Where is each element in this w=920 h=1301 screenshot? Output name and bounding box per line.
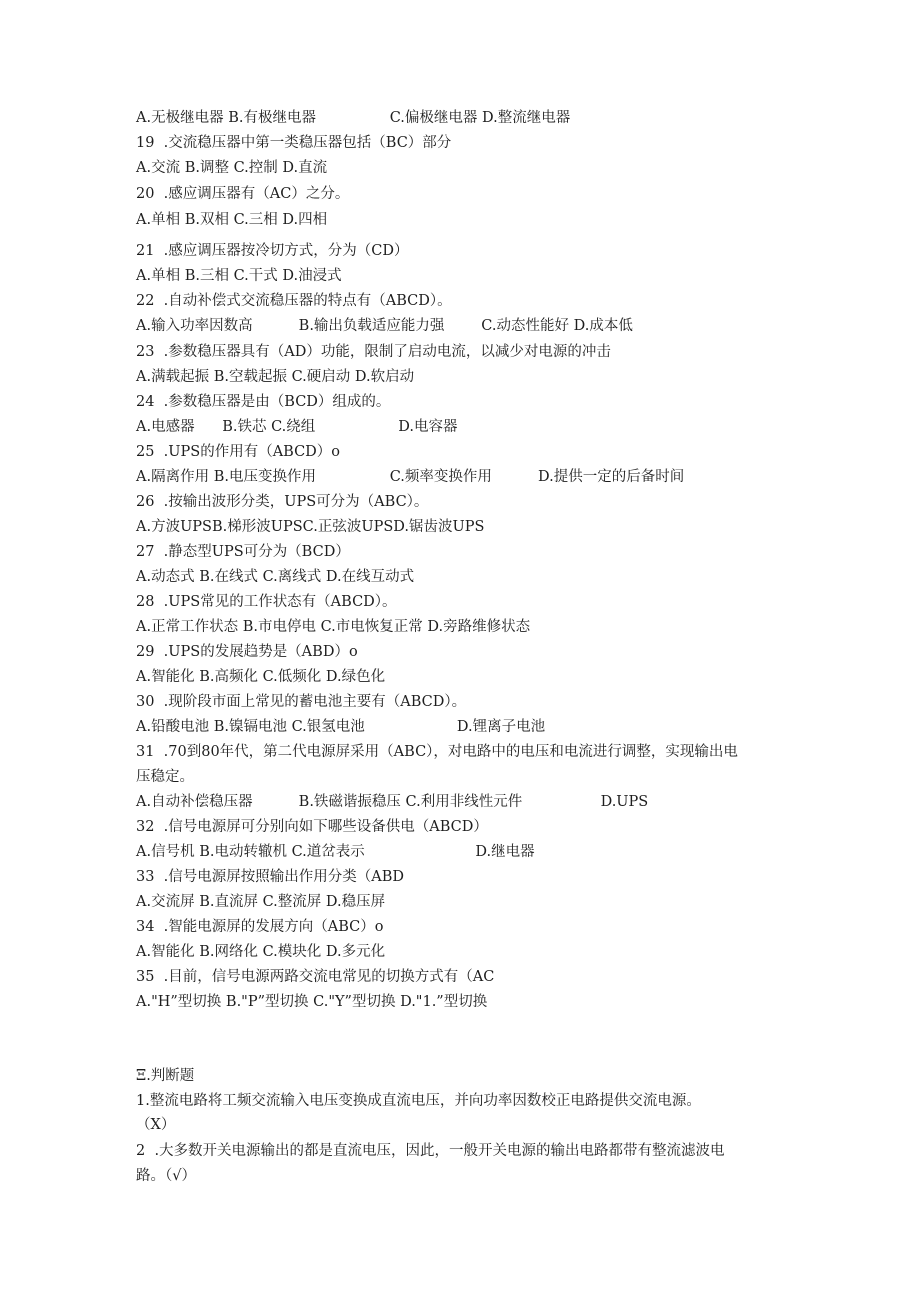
options-line: A."H”型切换 B."P”型切换 C."Y”型切换 D."1.”型切换 bbox=[136, 994, 488, 1010]
options-line: A.正常工作状态 B.市电停电 C.市电恢复正常 D.旁路维修状态 bbox=[136, 619, 531, 635]
statement-line: 2 .大多数开关电源输出的都是直流电压，因此，一般开关电源的输出电路都带有整流滤波电 bbox=[136, 1143, 725, 1159]
options-line: A.满载起振 B.空载起振 C.硬启动 D.软启动 bbox=[136, 369, 415, 385]
question-line: 25 .UPS的作用有（ABCD）o bbox=[136, 444, 341, 460]
options-line: A.智能化 B.高频化 C.低频化 D.绿色化 bbox=[136, 669, 386, 685]
question-line: 32 .信号电源屏可分别向如下哪些设备供电（ABCD） bbox=[136, 819, 488, 835]
options-line: A.自动补偿稳压器 B.铁磁谐振稳压 C.利用非线性元件 D.UPS bbox=[136, 794, 649, 810]
question-line: 31 .70到80年代，第二代电源屏采用（ABC），对电路中的电压和电流进行调整，实现输出电 bbox=[136, 744, 738, 760]
question-line: 29 .UPS的发展趋势是（ABD）o bbox=[136, 644, 358, 660]
question-line: 35 .目前，信号电源两路交流电常见的切换方式有（AC bbox=[136, 969, 495, 985]
question-line: 23 .参数稳压器具有（AD）功能，限制了启动电流，以减少对电源的冲击 bbox=[136, 344, 611, 360]
options-line: A.单相 B.三相 C.干式 D.油浸式 bbox=[136, 268, 342, 284]
question-line: 26 .按输出波形分类，UPS可分为（ABC）。 bbox=[136, 494, 429, 510]
question-line: 20 .感应调压器有（AC）之分。 bbox=[136, 186, 350, 202]
statement-line: 1.整流电路将工频交流输入电压变换成直流电压，并向功率因数校正电路提供交流电源。 bbox=[136, 1093, 701, 1109]
options-line: A.电感器 B.铁芯 C.绕组 D.电容器 bbox=[136, 419, 458, 435]
options-line: A.输入功率因数高 B.输出负载适应能力强 C.动态性能好 D.成本低 bbox=[136, 318, 633, 334]
options-line: A.动态式 B.在线式 C.离线式 D.在线互动式 bbox=[136, 569, 415, 585]
answer-line: （X） bbox=[136, 1117, 176, 1133]
question-line: 33 .信号电源屏按照输出作用分类（ABD bbox=[136, 869, 405, 885]
options-line: A.无极继电器 B.有极继电器 C.偏极继电器 D.整流继电器 bbox=[136, 110, 571, 126]
question-continuation: 压稳定。 bbox=[136, 769, 194, 785]
options-line: A.交流 B.调整 C.控制 D.直流 bbox=[136, 160, 328, 176]
options-line: A.单相 B.双相 C.三相 D.四相 bbox=[136, 212, 328, 228]
answer-line: 路。（√） bbox=[136, 1168, 196, 1184]
question-line: 30 .现阶段市面上常见的蓄电池主要有（ABCD）。 bbox=[136, 694, 467, 710]
options-line: A.信号机 B.电动转辙机 C.道岔表示 D.继电器 bbox=[136, 844, 535, 860]
section-heading: Ξ.判断题 bbox=[136, 1068, 195, 1084]
question-line: 28 .UPS常见的工作状态有（ABCD）。 bbox=[136, 594, 397, 610]
options-line: A.智能化 B.网络化 C.模块化 D.多元化 bbox=[136, 944, 386, 960]
question-line: 21 .感应调压器按冷切方式，分为（CD） bbox=[136, 243, 409, 259]
question-line: 24 .参数稳压器是由（BCD）组成的。 bbox=[136, 394, 391, 410]
options-line: A.方波UPSB.梯形波UPSC.正弦波UPSD.锯齿波UPS bbox=[136, 519, 485, 535]
options-line: A.隔离作用 B.电压变换作用 C.频率变换作用 D.提供一定的后备时间 bbox=[136, 469, 685, 485]
question-line: 34 .智能电源屏的发展方向（ABC）o bbox=[136, 919, 384, 935]
options-line: A.交流屏 B.直流屏 C.整流屏 D.稳压屏 bbox=[136, 894, 386, 910]
question-line: 22 .自动补偿式交流稳压器的特点有（ABCD）。 bbox=[136, 293, 452, 309]
question-line: 19 .交流稳压器中第一类稳压器包括（BC）部分 bbox=[136, 135, 452, 151]
options-line: A.铅酸电池 B.镍镉电池 C.银氢电池 D.锂离子电池 bbox=[136, 719, 546, 735]
question-line: 27 .静态型UPS可分为（BCD） bbox=[136, 544, 350, 560]
